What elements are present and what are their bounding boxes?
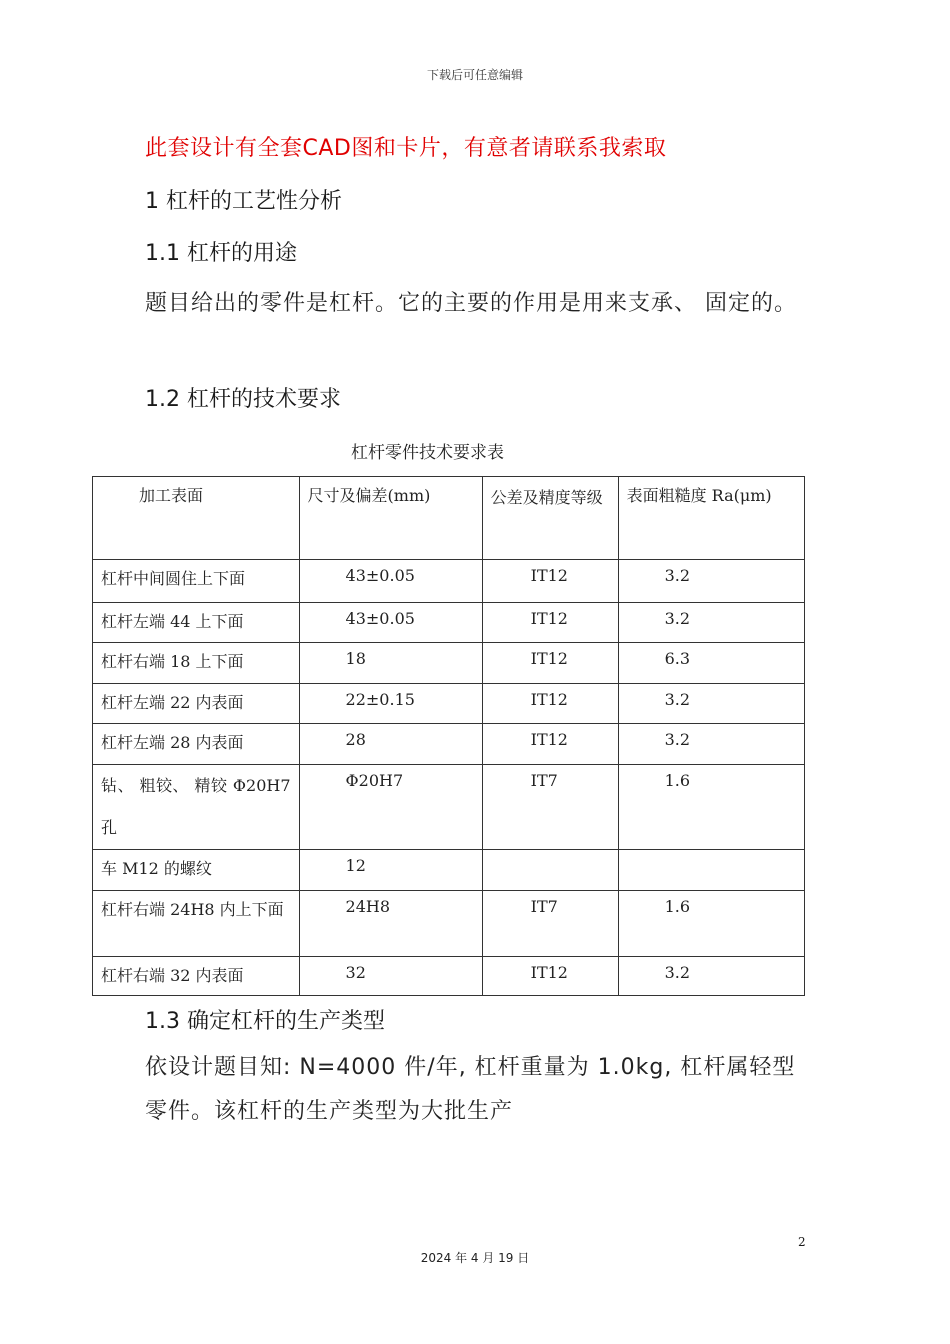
table-header-row [93, 477, 805, 560]
table-row [93, 957, 805, 996]
table-cell: 3.2 [618, 603, 804, 643]
header-note: 下载后可任意编辑 [426, 68, 523, 82]
table-cell: 6.3 [618, 643, 804, 684]
page-number: 2 [798, 1235, 806, 1249]
table-cell: 杠杆左端 44 上下面 [93, 603, 300, 643]
table-cell: 杠杆左端 22 内表面 [93, 684, 300, 724]
table-cell: 3.2 [618, 560, 804, 603]
table-row [93, 850, 805, 891]
table-cell: 钻、 粗铰、 精铰 Φ20H7 孔 [93, 765, 300, 850]
section-heading-1-1: 1.1 杠杆的用途 [145, 241, 297, 266]
table-cell: 32 [299, 957, 482, 996]
header-cell: 尺寸及偏差(mm) [299, 477, 482, 560]
header-cell: 公差及精度等级 [482, 477, 618, 560]
table-cell: 杠杆右端 18 上下面 [93, 643, 300, 684]
table-cell: 18 [299, 643, 482, 684]
table-cell: 12 [299, 850, 482, 891]
table-cell: 杠杆右端 24H8 内上下面 [93, 891, 300, 957]
table-cell: 28 [299, 724, 482, 765]
table-row [93, 891, 805, 957]
table-cell: 3.2 [618, 957, 804, 996]
section-heading-1-2: 1.2 杠杆的技术要求 [145, 387, 341, 412]
table-cell: IT12 [482, 957, 618, 996]
table-row [93, 560, 805, 603]
table-cell: 1.6 [618, 765, 804, 850]
footer-date: 2024 年 4 月 19 日 [420, 1251, 530, 1265]
promo-notice: 此套设计有全套CAD图和卡片，有意者请联系我索取 [145, 136, 667, 161]
section-heading-1-3: 1.3 确定杠杆的生产类型 [145, 1009, 385, 1034]
table-row [93, 643, 805, 684]
table-cell [482, 850, 618, 891]
table-cell: 杠杆左端 28 内表面 [93, 724, 300, 765]
table-row [93, 684, 805, 724]
paragraph-usage: 题目给出的零件是杠杆。它的主要的作用是用来支承、 固定的。 [145, 291, 797, 316]
table-cell: 24H8 [299, 891, 482, 957]
table-cell: 1.6 [618, 891, 804, 957]
table-cell: IT7 [482, 891, 618, 957]
header-cell: 加工表面 [93, 477, 300, 560]
paragraph-production-type: 依设计题目知: N=4000 件/年, 杠杆重量为 1.0kg, 杠杆属轻型零件。该杠杆的生产类型为大批生产 [145, 1055, 796, 1124]
table-cell: 杠杆中间圆住上下面 [93, 560, 300, 603]
table-cell: 车 M12 的螺纹 [93, 850, 300, 891]
table-row [93, 724, 805, 765]
table-row [93, 603, 805, 643]
table-cell: 3.2 [618, 724, 804, 765]
header-cell: 表面粗糙度 Ra(μm) [618, 477, 804, 560]
table-cell: 43±0.05 [299, 560, 482, 603]
section-heading-1: 1 杠杆的工艺性分析 [145, 189, 342, 214]
table-cell [618, 850, 804, 891]
table-cell: 43±0.05 [299, 603, 482, 643]
table-cell: 22±0.15 [299, 684, 482, 724]
table-cell: 3.2 [618, 684, 804, 724]
table-row [93, 765, 805, 850]
table-cell: IT12 [482, 560, 618, 603]
table-caption: 杠杆零件技术要求表 [351, 443, 504, 463]
table-cell: IT12 [482, 603, 618, 643]
table-cell: Φ20H7 [299, 765, 482, 850]
table-cell: 杠杆右端 32 内表面 [93, 957, 300, 996]
requirements-table [92, 476, 805, 996]
table-cell: IT7 [482, 765, 618, 850]
table-cell: IT12 [482, 684, 618, 724]
table-cell: IT12 [482, 724, 618, 765]
table-cell: IT12 [482, 643, 618, 684]
